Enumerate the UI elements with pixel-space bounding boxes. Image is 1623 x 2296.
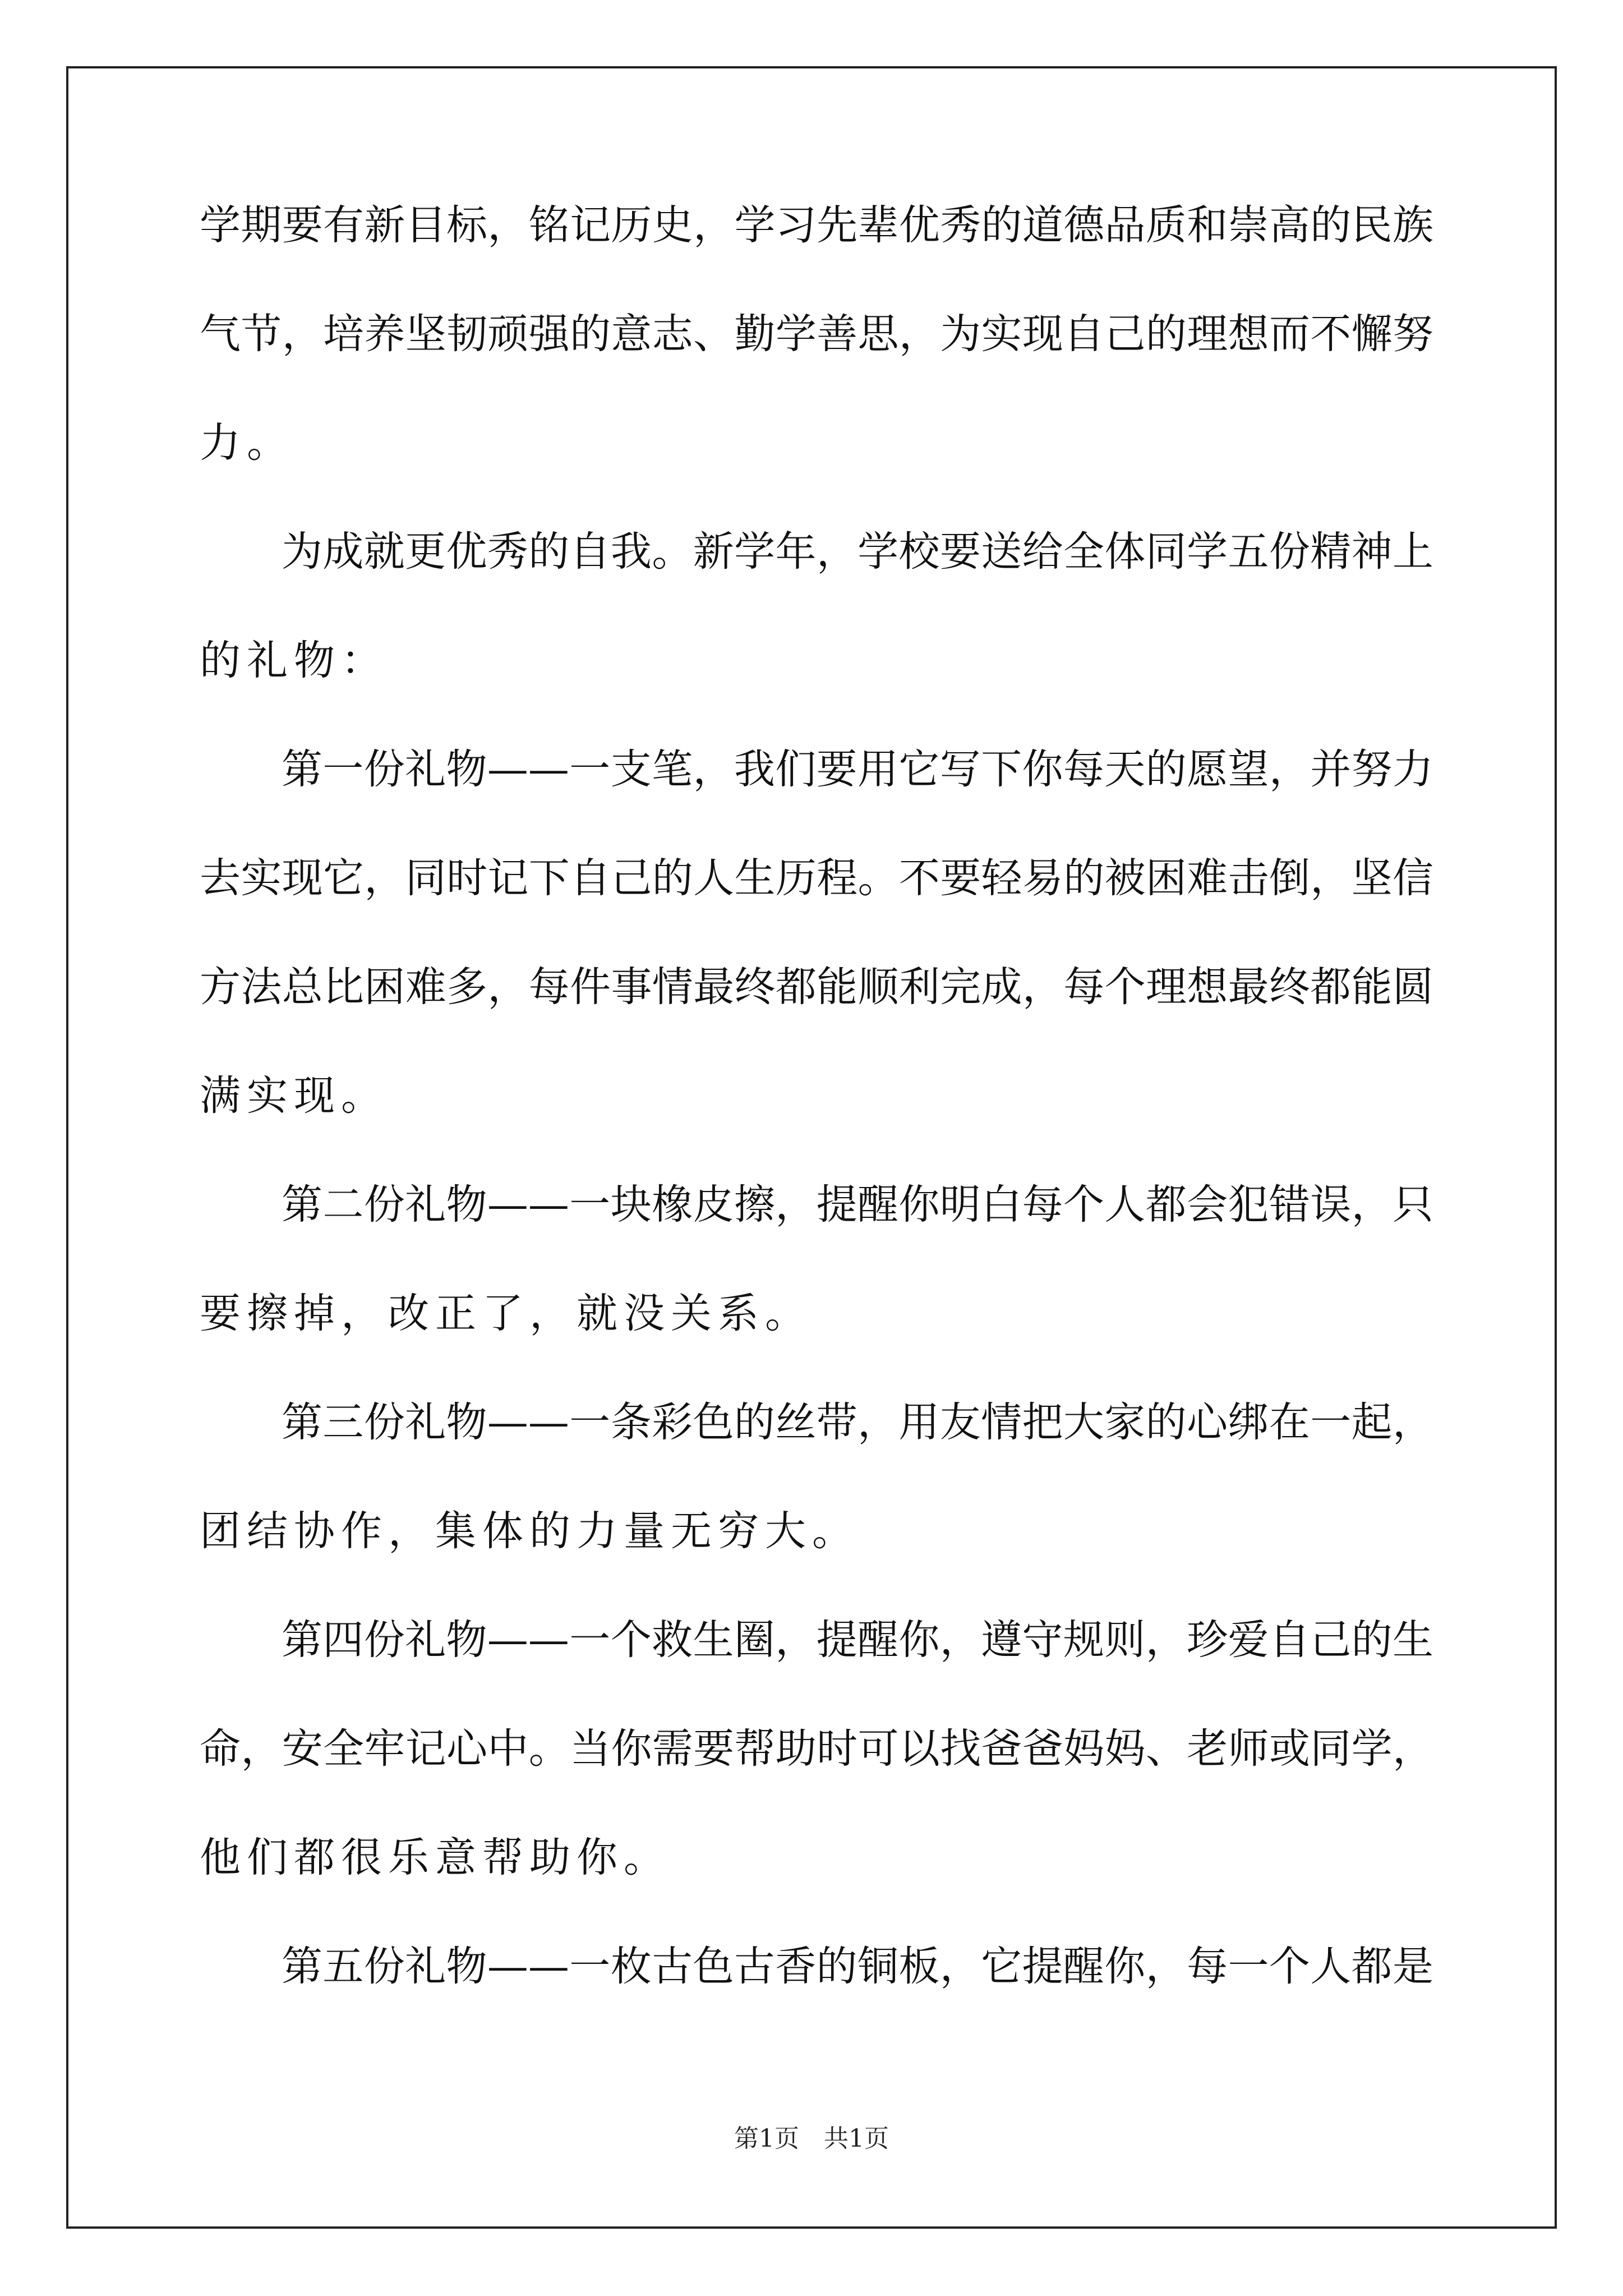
page-footer xyxy=(0,2124,1623,2153)
text-line: 力。 xyxy=(200,419,294,467)
document-body xyxy=(200,201,1433,2055)
paragraph-first-line: 第五份礼物——一枚古色古香的铜板，它提醒你，每一个人都是 xyxy=(282,1943,1433,1990)
text-line: 团结协作，集体的力量无穷大。 xyxy=(200,1507,859,1555)
text-line: 去实现它，同时记下自己的人生历程。不要轻易的被困难击倒，坚信 xyxy=(200,854,1433,902)
paragraph-first-line: 第二份礼物——一块橡皮擦，提醒你明白每个人都会犯错误，只 xyxy=(282,1181,1433,1228)
paragraph-first-line: 第四份礼物——一个救生圈，提醒你，遵守规则，珍爱自己的生 xyxy=(282,1616,1433,1664)
paragraph-first-line: 为成就更优秀的自我。新学年，学校要送给全体同学五份精神上 xyxy=(282,528,1433,576)
text-line: 学期要有新目标，铭记历史，学习先辈优秀的道德品质和崇高的民族 xyxy=(200,201,1433,249)
paragraph-first-line: 第一份礼物——一支笔，我们要用它写下你每天的愿望，并努力 xyxy=(282,746,1433,793)
text-line: 气节，培养坚韧顽强的意志、勤学善思，为实现自己的理想而不懈努 xyxy=(200,310,1433,358)
paragraph-first-line: 第三份礼物——一条彩色的丝带，用友情把大家的心绑在一起， xyxy=(282,1398,1433,1446)
text-line: 方法总比困难多，每件事情最终都能顺利完成，每个理想最终都能圆 xyxy=(200,963,1433,1011)
text-line: 要擦掉，改正了，就没关系。 xyxy=(200,1290,812,1337)
text-line: 他们都很乐意帮助你。 xyxy=(200,1834,671,1881)
page-total: 共1页 xyxy=(824,2124,889,2153)
page-number: 第1页 xyxy=(734,2124,799,2153)
text-line: 命，安全牢记心中。当你需要帮助时可以找爸爸妈妈、老师或同学， xyxy=(200,1725,1433,1773)
text-line: 满实现。 xyxy=(200,1072,388,1120)
text-line: 的礼物： xyxy=(200,637,388,684)
